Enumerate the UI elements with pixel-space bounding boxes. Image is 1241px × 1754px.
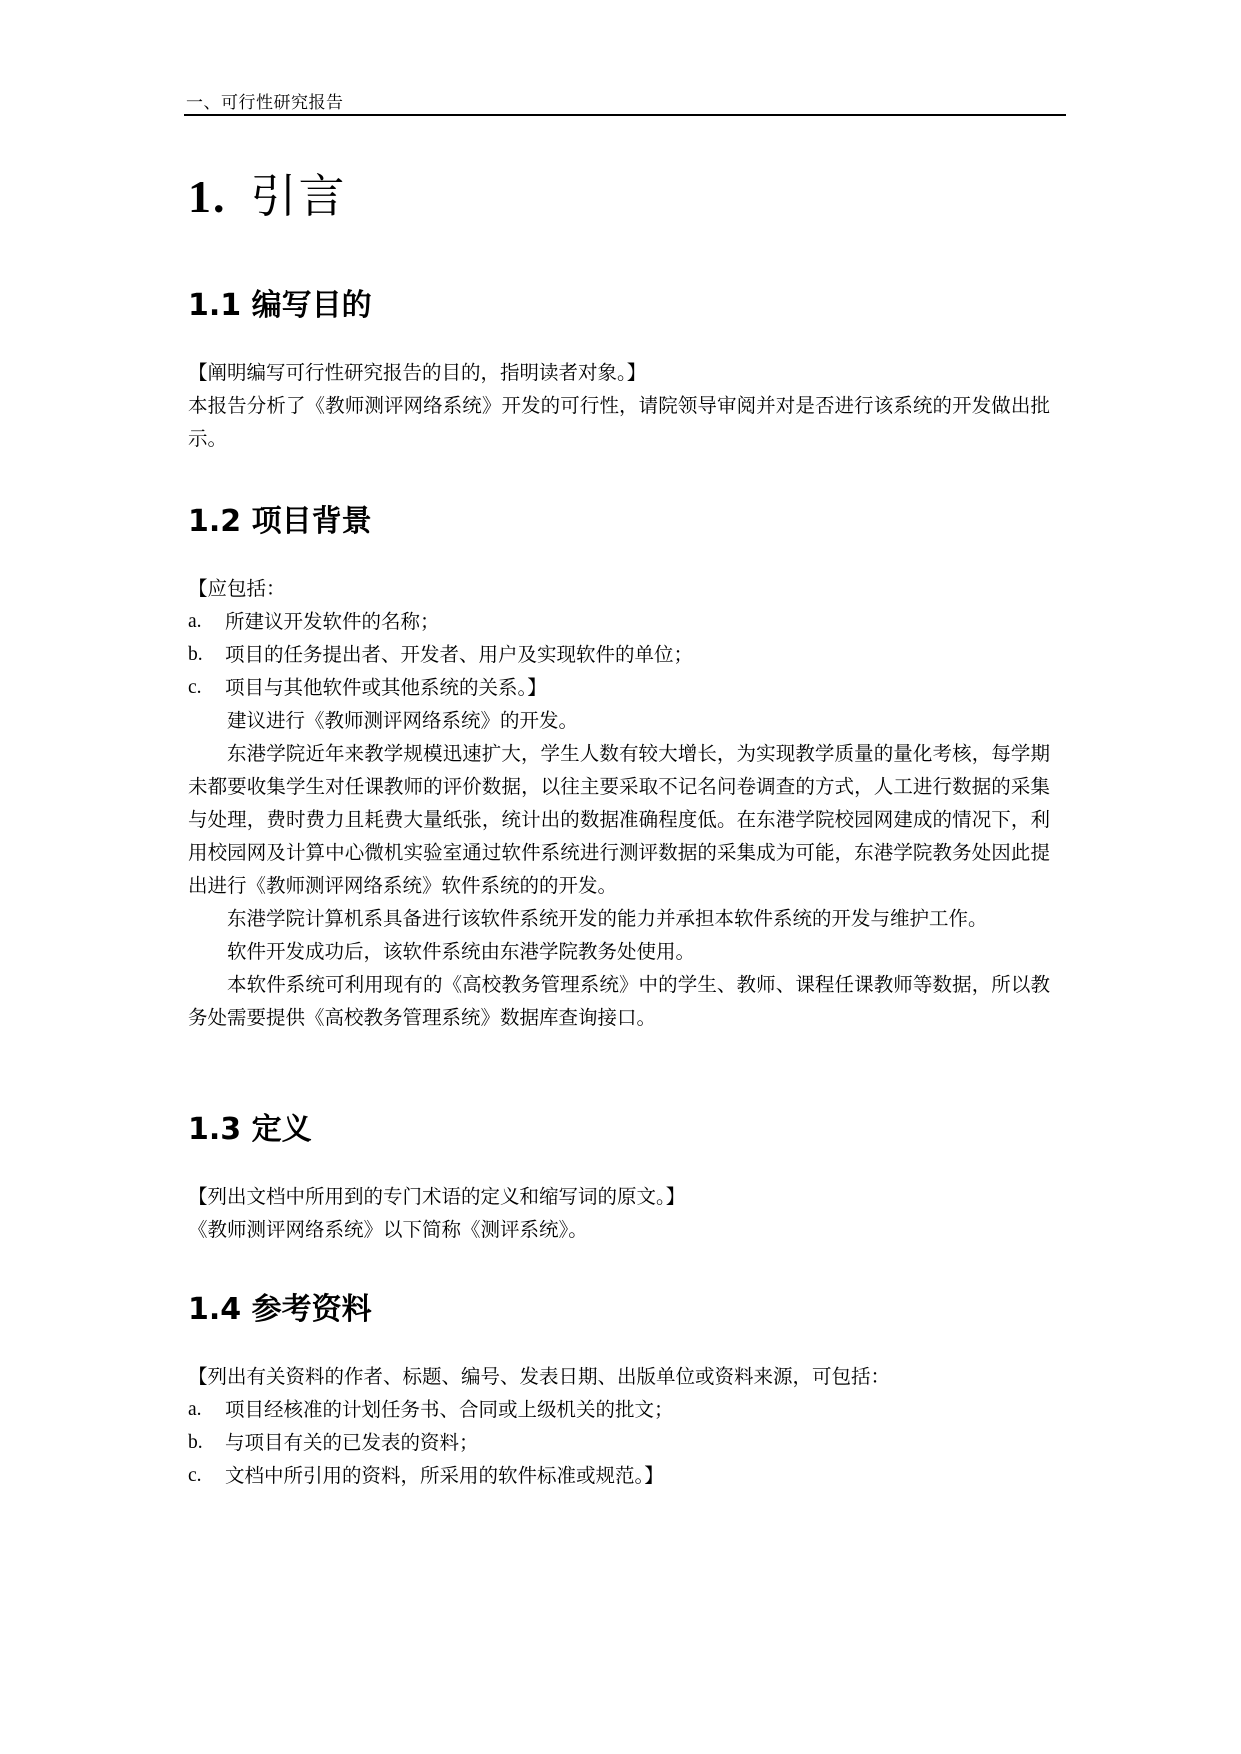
- section-1-2-paragraph: 软件开发成功后，该软件系统由东港学院教务处使用。: [227, 940, 696, 963]
- list-marker: c.: [188, 677, 202, 698]
- section-1-2-paragraph: 建议进行《教师测评网络系统》的开发。: [227, 709, 579, 732]
- section-1-2-paragraph: 东港学院近年来教学规模迅速扩大，学生人数有较大增长，为实现教学质量的量化考核，每学期未都要收集学生对任课教师的评价数据，以往主要采取不记名问卷调查的方式，人工进行数据的采集与处理，费时费力且耗费大量纸张，统计出的数据准确程度低。在东港学院校园网建成的情况下，利用校园网及计算中心微机实验室通过软件系统进行测评数据的采集成为可能，东港学院教务处因此提出进行《教师测评网络系统》软件系统的的开发。: [188, 742, 1050, 897]
- running-header: 一、可行性研究报告: [186, 93, 344, 113]
- list-marker: c.: [188, 1465, 202, 1486]
- list-text: 所建议开发软件的名称；: [225, 610, 440, 633]
- list-text: 与项目有关的已发表的资料；: [225, 1431, 479, 1454]
- list-item: [188, 605, 1050, 638]
- section-1-4-prompt: 【列出有关资料的作者、标题、编号、发表日期、出版单位或资料来源，可包括：: [188, 1365, 891, 1388]
- chapter-number: 1.: [188, 171, 227, 222]
- list-item: [188, 638, 1050, 671]
- section-heading-1-3: 1.3 定义: [188, 1112, 312, 1147]
- section-1-2-paragraph: 本软件系统可利用现有的《高校教务管理系统》中的学生、教师、课程任课教师等数据，所以教务处需要提供《高校教务管理系统》数据库查询接口。: [188, 973, 1050, 1029]
- list-marker: a.: [188, 611, 202, 632]
- section-1-1-paragraph: 本报告分析了《教师测评网络系统》开发的可行性，请院领导审阅并对是否进行该系统的开发做出批示。: [188, 394, 1050, 450]
- list-text: 项目与其他软件或其他系统的关系。】: [225, 676, 547, 699]
- list-item: [188, 671, 1050, 704]
- chapter-title: 引言: [250, 169, 347, 223]
- section-1-3-prompt: 【列出文档中所用到的专门术语的定义和缩写词的原文。】: [188, 1185, 686, 1208]
- section-1-3-paragraph: 《教师测评网络系统》以下简称《测评系统》。: [188, 1218, 588, 1241]
- chapter-heading: [188, 160, 347, 226]
- list-item: [188, 1459, 1050, 1492]
- list-text: 项目经核准的计划任务书、合同或上级机关的批文；: [225, 1398, 674, 1421]
- header-rule: [184, 114, 1066, 116]
- list-text: 项目的任务提出者、开发者、用户及实现软件的单位；: [225, 643, 694, 666]
- section-heading-1-4: 1.4 参考资料: [188, 1292, 372, 1327]
- list-text: 文档中所引用的资料，所采用的软件标准或规范。】: [225, 1464, 664, 1487]
- section-1-2-prompt: 【应包括：: [188, 577, 286, 600]
- list-item: [188, 1393, 1050, 1426]
- section-1-1-prompt: 【阐明编写可行性研究报告的目的，指明读者对象。】: [188, 361, 647, 384]
- list-marker: b.: [188, 644, 203, 665]
- section-1-2-paragraph: 东港学院计算机系具备进行该软件系统开发的能力并承担本软件系统的开发与维护工作。: [227, 907, 988, 930]
- section-heading-1-2: 1.2 项目背景: [188, 504, 372, 539]
- list-item: [188, 1426, 1050, 1459]
- list-marker: b.: [188, 1432, 203, 1453]
- section-heading-1-1: 1.1 编写目的: [188, 288, 372, 323]
- section-1-3-body: [188, 1180, 1050, 1246]
- section-1-1-body: [188, 356, 1050, 455]
- section-1-4-body: [188, 1360, 1050, 1492]
- section-1-2-body: [188, 572, 1050, 1034]
- list-marker: a.: [188, 1399, 202, 1420]
